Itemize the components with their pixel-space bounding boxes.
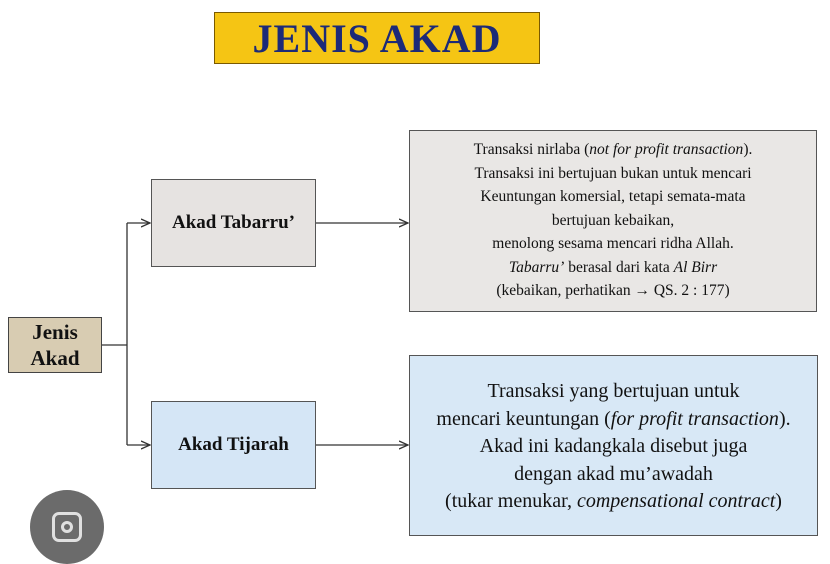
diagram-title: JENIS AKAD [214,12,540,64]
tabarru-desc-line-7: (kebaikan, perhatikan → QS. 2 : 177) [496,282,730,299]
italic-text-fragment: not for profit transaction [589,141,744,158]
node-akad-tabarru-label: Akad Tabarru’ [171,212,296,233]
tijarah-desc-line-4: dengan akad mu’awadah [514,462,713,485]
tijarah-description-box [409,355,818,536]
text-fragment: Transaksi nirlaba ( [473,141,590,158]
lens-dot-icon [61,521,73,533]
tabarru-desc-line-1 [410,138,816,162]
tabarru-desc-line-3: Keuntungan komersial, tetapi semata-mata [480,188,746,205]
text-fragment: berasal dari kata [564,258,674,276]
node-akad-tabarru [151,179,316,267]
tijarah-desc-line-5 [410,488,817,516]
tijarah-desc-line-2 [410,406,817,434]
text-fragment: ). [778,407,791,430]
node-akad-tijarah-label: Akad Tijarah [178,434,289,455]
text-fragment: ) [775,490,782,512]
tabarru-desc-line-5: menolong sesama mencari ridha Allah. [492,235,734,252]
root-line-2: Akad [30,346,80,370]
tabarru-desc-line-6 [410,256,816,280]
tijarah-desc-line-1: Transaksi yang bertujuan untuk [487,380,740,402]
tabarru-description-box [409,130,817,312]
italic-text-fragment: Tabarru’ [508,258,565,276]
tabarru-desc-line-4: bertujuan kebaikan, [551,211,675,229]
text-fragment: mencari keuntungan ( [436,407,611,430]
italic-text-fragment: for profit transaction [610,407,779,430]
tijarah-desc-line-3: Akad ini kadangkala disebut juga [479,435,748,457]
text-fragment: ). [743,141,753,158]
node-akad-tijarah [151,401,316,489]
italic-text-fragment: Al Birr [673,258,718,276]
text-fragment: (tukar menukar, [445,490,577,512]
camera-lens-icon[interactable] [30,490,104,564]
tabarru-desc-line-2: Transaksi ini bertujuan bukan untuk mencari [474,164,752,182]
root-node-jenis-akad [8,317,102,373]
italic-text-fragment: compensational contract [576,490,776,512]
root-line-1: Jenis [32,320,78,344]
